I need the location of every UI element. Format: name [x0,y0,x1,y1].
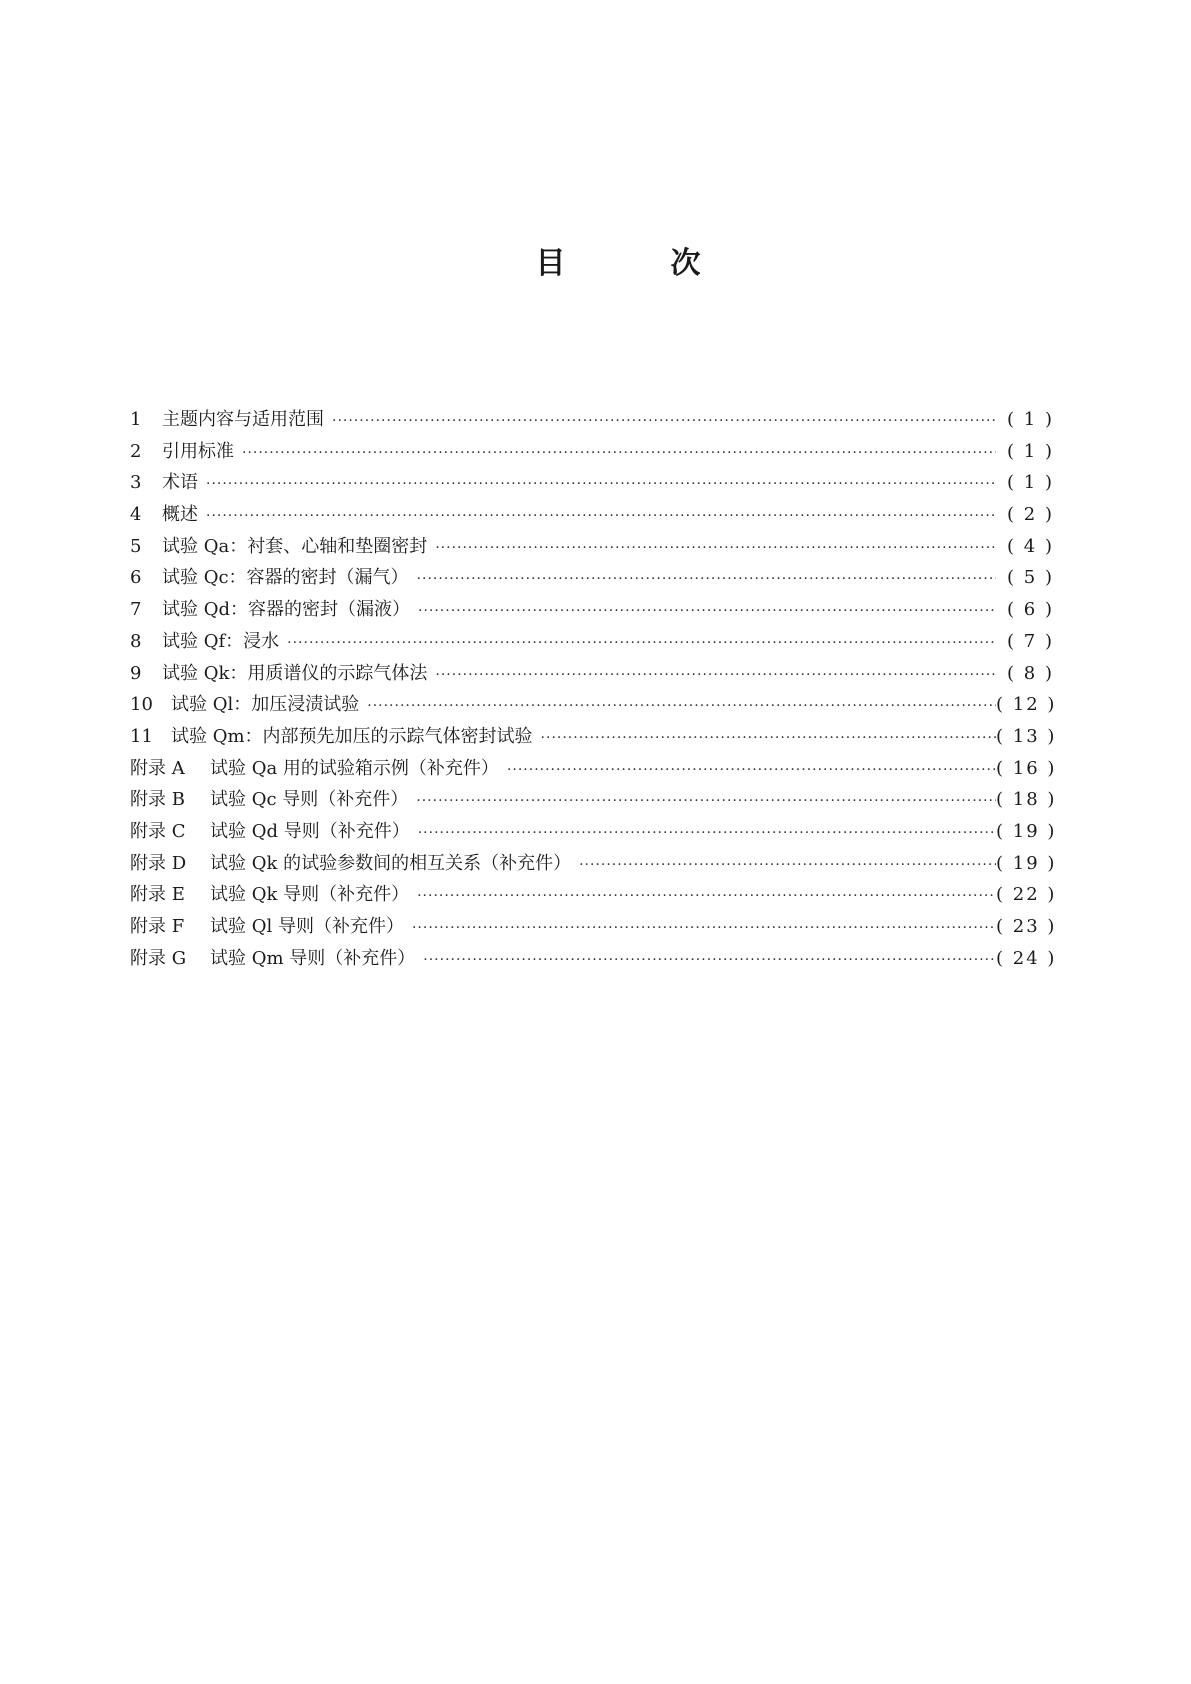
toc-entry-number: 11 [130,725,153,747]
toc-entry-title: 引用标准 [162,440,234,462]
toc-entry-page: ( 8 ) [1007,662,1054,684]
toc-entry[interactable] [130,879,1057,911]
toc-entry-page: ( 1 ) [1007,440,1054,462]
title-char-2: 次 [670,246,701,281]
toc-entry-page: ( 1 ) [1007,472,1054,494]
toc-entry-title: 试验 Qa 用的试验箱示例（补充件） [210,757,499,779]
toc-entry-title: 试验 Ql 导则（补充件） [210,916,404,937]
table-of-contents [130,404,1057,974]
toc-entry[interactable] [130,658,1054,690]
toc-entry-title: 试验 Qc 导则（补充件） [210,789,409,811]
toc-entry-page: ( 19 ) [996,852,1057,874]
toc-dot-leader [332,406,996,438]
toc-entry-page: ( 2 ) [1007,504,1054,526]
toc-entry[interactable] [130,689,1057,721]
toc-entry-number: 6 [130,567,142,589]
toc-entry-page: ( 4 ) [1007,535,1054,557]
toc-entry-number: 3 [130,472,142,494]
toc-dot-leader [435,533,996,565]
toc-entry-page: ( 19 ) [996,820,1057,842]
toc-dot-leader [417,881,996,913]
toc-entry[interactable] [130,784,1057,816]
toc-entry-title: 试验 Qd 导则（补充件） [210,820,410,842]
toc-entry-number: 附录 E [130,884,185,906]
toc-dot-leader [418,596,996,628]
toc-entry[interactable] [130,499,1054,531]
toc-entry-title: 试验 Qk 导则（补充件） [210,884,410,906]
toc-dot-leader [423,945,996,977]
toc-entry-number: 附录 D [130,852,187,874]
toc-entry-number: 附录 B [130,789,185,811]
toc-entry-page: ( 23 ) [996,916,1057,937]
toc-entry[interactable] [130,531,1054,563]
title-char-1: 目 [535,246,566,281]
toc-entry[interactable] [130,404,1054,436]
toc-entry-title: 主题内容与适用范围 [162,409,324,430]
toc-entry-title: 试验 Qk 的试验参数间的相互关系（补充件） [210,852,572,874]
toc-entry[interactable] [130,436,1054,468]
toc-entry-title: 试验 Qd：容器的密封（漏液） [162,599,410,621]
toc-entry-title: 试验 Qm 导则（补充件） [210,947,416,969]
toc-dot-leader [416,786,996,818]
toc-entry[interactable] [130,594,1054,626]
toc-entry-number: 10 [130,694,153,716]
toc-entry[interactable] [130,943,1057,975]
toc-entry[interactable] [130,626,1054,658]
toc-entry-title: 试验 Qk：用质谱仪的示踪气体法 [162,662,428,684]
toc-entry-page: ( 24 ) [996,947,1057,969]
toc-entry-number: 2 [130,440,142,462]
toc-entry-number: 附录 C [130,820,186,842]
toc-entry-page: ( 22 ) [996,884,1057,906]
toc-entry-page: ( 1 ) [1007,409,1054,430]
toc-entry-page: ( 5 ) [1007,567,1054,589]
toc-entry-title: 试验 Qc：容器的密封（漏气） [162,567,409,589]
toc-entry[interactable] [130,848,1057,880]
toc-entry-page: ( 6 ) [1007,599,1054,621]
toc-entry-title: 试验 Qf：浸水 [162,630,280,652]
toc-entry-number: 附录 G [130,947,187,969]
toc-entry[interactable] [130,911,1057,943]
toc-entry-number: 7 [130,599,142,621]
toc-dot-leader [417,564,996,596]
toc-entry-page: ( 16 ) [996,757,1057,779]
toc-entry-page: ( 13 ) [996,725,1057,747]
toc-entry-number: 附录 A [130,757,185,779]
toc-dot-leader [541,723,996,755]
page-title [0,238,1191,282]
toc-entry-title: 术语 [162,472,198,494]
toc-entry-number: 1 [130,409,142,430]
toc-entry-title: 概述 [162,504,198,526]
toc-dot-leader [418,818,996,850]
toc-dot-leader [206,469,996,501]
toc-entry-number: 8 [130,630,142,652]
toc-entry-number: 9 [130,662,142,684]
toc-dot-leader [287,628,996,660]
toc-entry-page: ( 12 ) [996,694,1057,716]
toc-entry-number: 5 [130,535,142,557]
toc-dot-leader [367,691,996,723]
toc-entry-title: 试验 Qa：衬套、心轴和垫圈密封 [162,535,428,557]
toc-entry-title: 试验 Qm：内部预先加压的示踪气体密封试验 [171,725,533,747]
toc-entry[interactable] [130,562,1054,594]
toc-dot-leader [412,913,996,945]
toc-entry-number: 附录 F [130,916,185,937]
toc-entry[interactable] [130,753,1057,785]
toc-dot-leader [507,755,996,787]
toc-entry-page: ( 18 ) [996,789,1057,811]
toc-dot-leader [435,660,996,692]
toc-dot-leader [206,501,996,533]
toc-entry[interactable] [130,467,1054,499]
toc-entry-number: 4 [130,504,142,526]
toc-entry[interactable] [130,721,1057,753]
toc-dot-leader [242,438,996,470]
toc-entry[interactable] [130,816,1057,848]
toc-entry-page: ( 7 ) [1007,630,1054,652]
toc-dot-leader [579,850,996,882]
toc-entry-title: 试验 Ql：加压浸渍试验 [171,694,360,716]
